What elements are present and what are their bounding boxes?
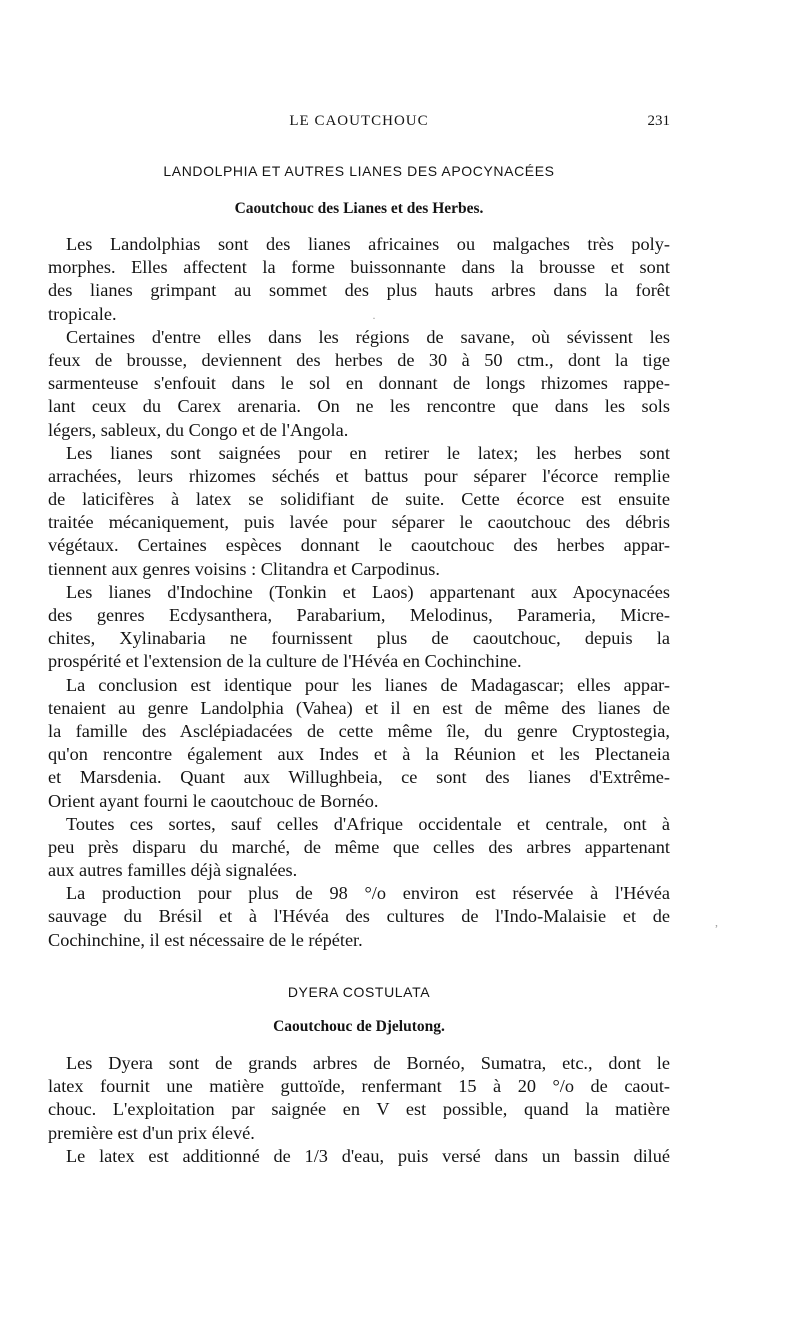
- text-line: végétaux. Certaines espèces donnant le caoutchouc des herbes appar-: [48, 535, 670, 556]
- text-line: aux autres familles déjà signalées.: [48, 860, 298, 881]
- section-subtitle-landolphia: Caoutchouc des Lianes et des Herbes.: [234, 200, 484, 217]
- text-line: tropicale.: [48, 303, 117, 324]
- text-line: traitée mécaniquement, puis lavée pour séparer le caoutchouc des débris: [48, 512, 670, 533]
- text-line: La production pour plus de 98 °/o environ est réservée à l'Hévéa: [66, 883, 670, 904]
- running-head: [48, 113, 670, 133]
- text-line: sauvage du Brésil et à l'Hévéa des cultures de l'Indo-Malaisie et de: [48, 906, 670, 927]
- section-body-dyera: [48, 1052, 670, 1168]
- section-title-dyera: DYERA COSTULATA: [287, 984, 431, 1000]
- page-number: 231: [647, 113, 670, 129]
- text-line: Le latex est additionné de 1/3 d'eau, puis versé dans un bassin dilué: [66, 1145, 670, 1166]
- section-body-landolphia: [48, 233, 670, 952]
- text-line: tiennent aux genres voisins : Clitandra et Carpodinus.: [48, 558, 440, 579]
- text-line: légers, sableux, du Congo et de l'Angola.: [48, 419, 349, 440]
- margin-speck: ·: [372, 311, 376, 325]
- section-subtitle-dyera: Caoutchouc de Djelutong.: [273, 1018, 445, 1035]
- text-line: latex fournit une matière guttoïde, renfermant 15 à 20 °/o de caout-: [48, 1076, 670, 1097]
- text-line: morphes. Elles affectent la forme buissonnante dans la brousse et sont: [48, 257, 670, 278]
- text-line: feux de brousse, deviennent des herbes de 30 à 50 ctm., dont la tige: [48, 349, 670, 370]
- text-line: la famille des Asclépiadacées de cette même île, du genre Cryptostegia,: [48, 720, 670, 741]
- text-line: Les lianes d'Indochine (Tonkin et Laos) appartenant aux Apocynacées: [66, 581, 670, 602]
- text-line: Les Landolphias sont des lianes africaines ou malgaches très poly-: [66, 234, 670, 254]
- text-line: La conclusion est identique pour les lianes de Madagascar; elles appar-: [66, 674, 670, 695]
- text-line: des genres Ecdysanthera, Parabarium, Melodinus, Parameria, Micre-: [48, 605, 670, 625]
- text-line: Les lianes sont saignées pour en retirer le latex; les herbes sont: [66, 442, 670, 463]
- text-line: Orient ayant fourni le caoutchouc de Bornéo.: [48, 790, 379, 811]
- text-line: Certaines d'entre elles dans les régions de savane, où sévissent les: [66, 326, 670, 347]
- text-line: première est d'un prix élevé.: [48, 1122, 255, 1143]
- text-line: chites, Xylinabaria ne fournissent plus de caoutchouc, depuis la: [48, 628, 670, 649]
- text-line: Toutes ces sortes, sauf celles d'Afrique occidentale et centrale, ont à: [66, 813, 670, 834]
- text-line: prospérité et l'extension de la culture de l'Hévéa en Cochinchine.: [48, 651, 522, 672]
- section-title-landolphia: LANDOLPHIA ET AUTRES LIANES DES APOCYNACÉES: [163, 163, 555, 179]
- text-line: lant ceux du Carex arenaria. On ne les rencontre que dans les sols: [48, 396, 670, 417]
- text-line: tenaient au genre Landolphia (Vahea) et il en est de même des lianes de: [48, 697, 670, 718]
- running-head-title: LE CAOUTCHOUC: [289, 113, 429, 129]
- text-line: de laticifères à latex se solidifiant de suite. Cette écorce est ensuite: [48, 489, 670, 510]
- text-line: Cochinchine, il est nécessaire de le répéter.: [48, 929, 363, 950]
- text-line: qu'on rencontre également aux Indes et à la Réunion et les Plectaneia: [48, 744, 670, 765]
- text-line: peu près disparu du marché, de même que celles des arbres appartenant: [48, 836, 670, 857]
- text-line: des lianes grimpant au sommet des plus hauts arbres dans la forêt: [48, 280, 670, 301]
- text-line: arrachées, leurs rhizomes séchés et battus pour séparer l'écorce remplie: [48, 465, 670, 486]
- margin-speck: ,: [715, 915, 718, 929]
- text-line: sarmenteuse s'enfouit dans le sol en donnant de longs rhizomes rappe-: [48, 373, 670, 394]
- text-line: Les Dyera sont de grands arbres de Bornéo, Sumatra, etc., dont le: [66, 1053, 670, 1073]
- text-line: et Marsdenia. Quant aux Willughbeia, ce sont des lianes d'Extrême-: [48, 767, 670, 788]
- text-line: chouc. L'exploitation par saignée en V est possible, quand la matière: [48, 1099, 670, 1120]
